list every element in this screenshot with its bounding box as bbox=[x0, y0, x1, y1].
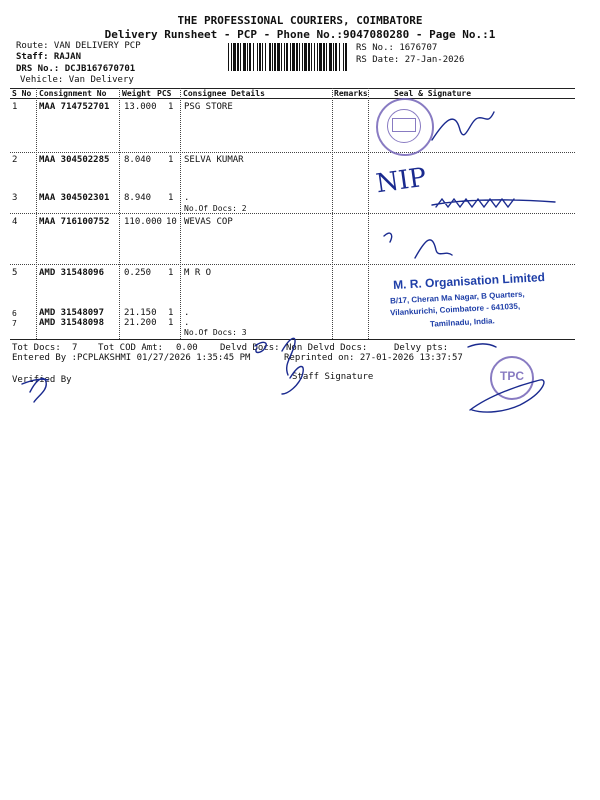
header-weight: Weight bbox=[122, 89, 151, 98]
header-consignee: Consignee Details bbox=[183, 89, 265, 98]
entered-by: Entered By :PCPLAKSHMI 01/27/2026 1:35:45 PM bbox=[12, 353, 251, 363]
tot-docs-value: 7 bbox=[72, 343, 78, 353]
drs-text: DRS No.: DCJB167670701 bbox=[16, 64, 136, 74]
row-weight: 110.000 bbox=[124, 217, 162, 227]
delvy-pts-label: Delvy pts: bbox=[394, 343, 449, 353]
rs-number: RS No.: 1676707 bbox=[356, 43, 438, 53]
signature-row4 bbox=[384, 233, 452, 258]
tot-cod-label: Tot COD Amt: bbox=[98, 343, 164, 353]
row-pcs: 1 bbox=[168, 318, 174, 328]
row-weight: 13.000 bbox=[124, 102, 157, 112]
tot-cod-value: 0.00 bbox=[176, 343, 198, 353]
header-remarks: Remarks bbox=[334, 89, 368, 98]
signature-row1 bbox=[432, 112, 494, 140]
signature-reprinted bbox=[282, 338, 295, 375]
row-consignment: MAA 304502285 bbox=[39, 155, 110, 165]
row-weight: 8.040 bbox=[124, 155, 152, 165]
row-sno: 7 bbox=[12, 319, 17, 328]
company-title: THE PROFESSIONAL COURIERS, COIMBATORE bbox=[177, 14, 423, 27]
row-pcs: 1 bbox=[168, 193, 174, 203]
delvd-docs-label: Delvd Docs: bbox=[220, 343, 280, 353]
row-docs-note: No.Of Docs: 3 bbox=[184, 328, 247, 337]
row-consignment: AMD 31548097 bbox=[39, 308, 105, 318]
runsheet-title: Delivery Runsheet - PCP - Phone No.:9047080280 - Page No.:1 bbox=[104, 28, 496, 41]
signature-delvy-pts bbox=[468, 344, 496, 347]
row-weight: 8.940 bbox=[124, 193, 152, 203]
row-consignment: AMD 31548096 bbox=[39, 268, 105, 278]
signature-verified bbox=[22, 378, 48, 402]
signature-staff bbox=[282, 367, 303, 395]
org-stamp-address: Tamilnadu, India. bbox=[429, 316, 495, 329]
row-weight: 0.250 bbox=[124, 268, 152, 278]
row-sno: 5 bbox=[12, 268, 18, 278]
row-pcs: 1 bbox=[168, 102, 174, 112]
rs-date: RS Date: 27-Jan-2026 bbox=[356, 55, 465, 65]
row-consignee: M R O bbox=[184, 268, 212, 278]
row-weight: 21.200 bbox=[124, 318, 157, 328]
header-pcs: PCS bbox=[157, 89, 172, 98]
header-sno: S No bbox=[12, 89, 32, 98]
row-weight: 21.150 bbox=[124, 308, 157, 318]
row-sno: 4 bbox=[12, 217, 18, 227]
row-sno: 2 bbox=[12, 155, 18, 165]
staff-signature-label: Staff Signature bbox=[292, 372, 374, 382]
row-sno: 6 bbox=[12, 309, 17, 318]
row-pcs: 10 bbox=[166, 217, 177, 227]
signature-row3 bbox=[432, 199, 555, 207]
row-docs-note: No.Of Docs: 2 bbox=[184, 204, 247, 213]
row-pcs: 1 bbox=[168, 268, 174, 278]
signature-bottom-right bbox=[470, 380, 544, 412]
row-consignment: MAA 716100752 bbox=[39, 217, 110, 227]
header-consignment: Consignment No bbox=[39, 89, 107, 98]
org-stamp-address: B/17, Cheran Ma Nagar, B Quarters, bbox=[389, 289, 525, 306]
verified-by-label: Verified By bbox=[12, 375, 72, 385]
row-consignee: . bbox=[184, 318, 190, 328]
tpc-stamp-text: TPC bbox=[500, 369, 524, 383]
row-consignment: AMD 31548098 bbox=[39, 318, 105, 328]
non-delvd-label: Non Delvd Docs: bbox=[286, 343, 368, 353]
row-consignee: WEVAS COP bbox=[184, 217, 233, 227]
reprinted-on: Reprinted on: 27-01-2026 13:37:57 bbox=[284, 353, 463, 363]
tot-docs-label: Tot Docs: bbox=[12, 343, 61, 353]
row-consignee: . bbox=[184, 193, 190, 203]
row-consignee: SELVA KUMAR bbox=[184, 155, 244, 165]
header-seal: Seal & Signature bbox=[394, 89, 472, 98]
row-consignee: PSG STORE bbox=[184, 102, 233, 112]
staff-text: Staff: RAJAN bbox=[16, 52, 82, 62]
row-sno: 1 bbox=[12, 102, 18, 112]
row-sno: 3 bbox=[12, 193, 18, 203]
route-text: Route: VAN DELIVERY PCP bbox=[16, 41, 141, 51]
row-pcs: 1 bbox=[168, 155, 174, 165]
row-consignment: MAA 714752701 bbox=[39, 102, 110, 112]
row-consignee: . bbox=[184, 308, 190, 318]
org-stamp-address: Vilankurichi, Coimbatore - 641035, bbox=[389, 301, 521, 318]
row-pcs: 1 bbox=[168, 308, 174, 318]
vehicle-text: Vehicle: Van Delivery bbox=[20, 75, 134, 85]
org-stamp-name: M. R. Organisation Limited bbox=[392, 270, 546, 292]
row-consignment: MAA 304502301 bbox=[39, 193, 110, 203]
signature-delvd-docs bbox=[255, 342, 266, 352]
nip-handwriting: NIP bbox=[374, 162, 429, 200]
